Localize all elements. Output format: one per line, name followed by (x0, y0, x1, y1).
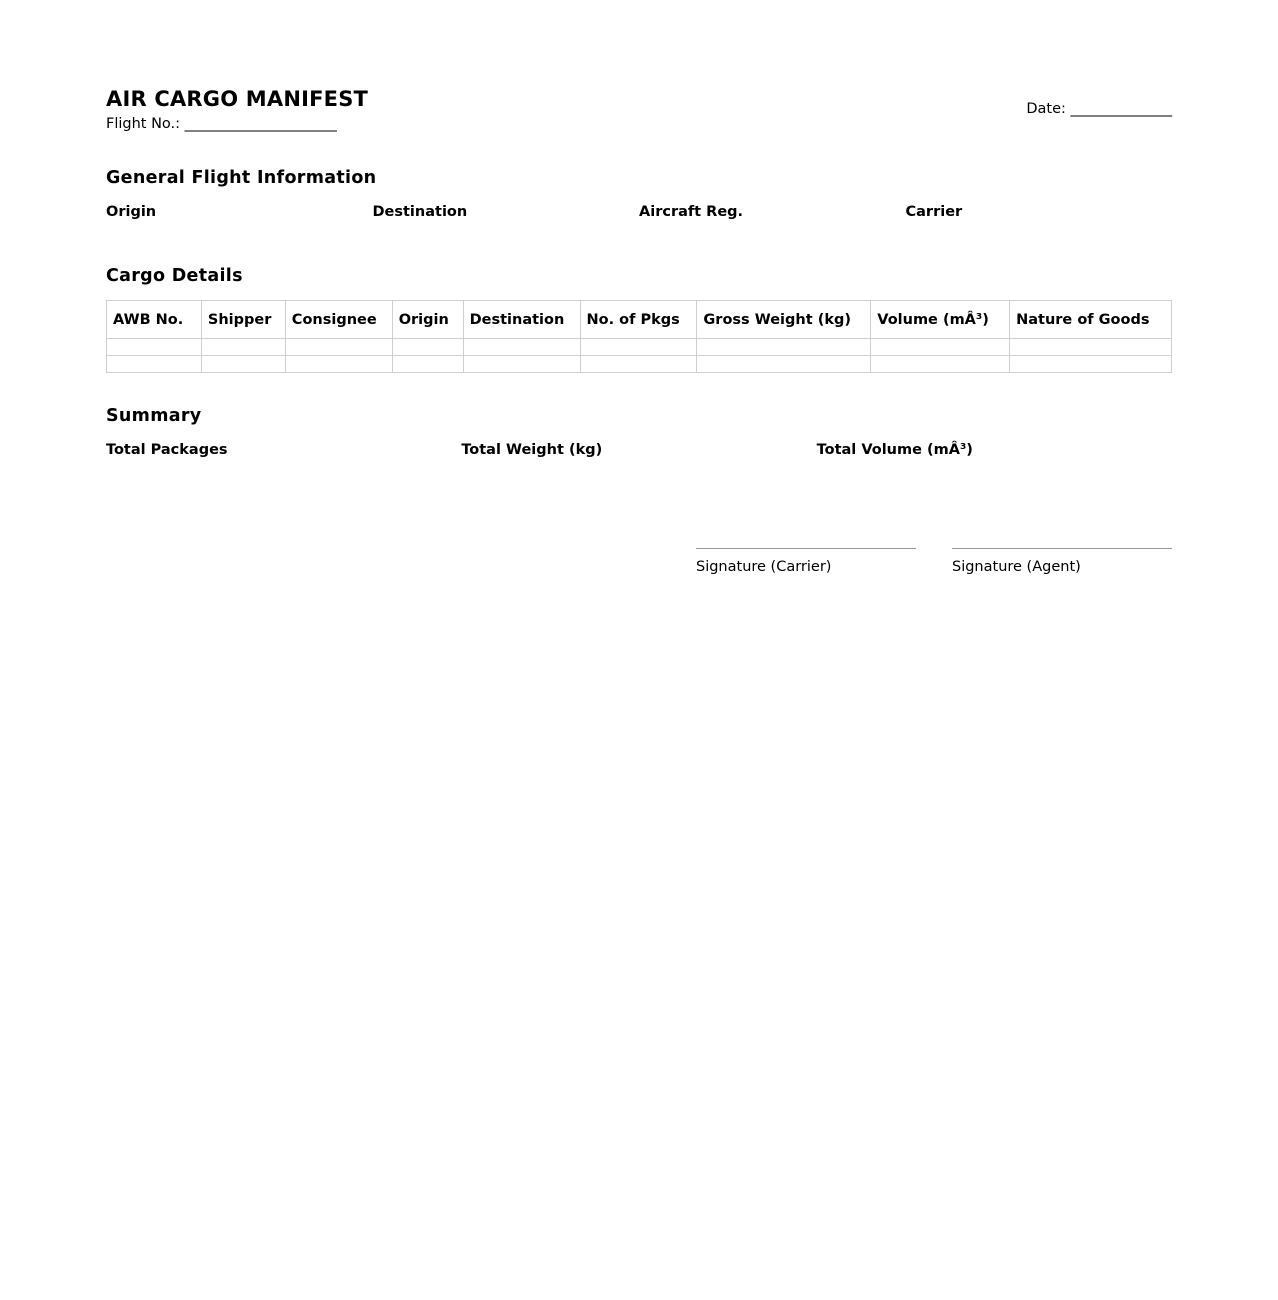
table-cell (285, 356, 392, 373)
table-cell (1010, 356, 1172, 373)
summary-heading: Summary (106, 406, 202, 426)
column-header-consignee: Consignee (285, 301, 392, 339)
signature-line (696, 548, 916, 549)
table-cell (463, 339, 580, 356)
column-header-shipper: Shipper (201, 301, 285, 339)
summary-fields (106, 442, 1172, 458)
column-header-awb: AWB No. (107, 301, 202, 339)
destination-label: Destination (372, 204, 468, 220)
column-header-origin: Origin (392, 301, 463, 339)
column-header-gross-weight: Gross Weight (kg) (697, 301, 871, 339)
table-cell (871, 339, 1010, 356)
table-cell (1010, 339, 1172, 356)
table-cell (463, 356, 580, 373)
total-packages-label: Total Packages (106, 442, 228, 458)
general-info-fields (106, 204, 1172, 220)
table-cell (580, 356, 697, 373)
cargo-table (106, 300, 1172, 373)
table-cell (871, 356, 1010, 373)
table-cell (285, 339, 392, 356)
table-row (107, 356, 1172, 373)
carrier-label: Carrier (905, 204, 963, 220)
table-cell (697, 356, 871, 373)
flight-number-field: Flight No.: _____________________ (106, 116, 337, 132)
signature-agent-label: Signature (Agent) (952, 559, 1081, 575)
table-cell (201, 356, 285, 373)
aircraft-reg-label: Aircraft Reg. (639, 204, 744, 220)
table-cell (580, 339, 697, 356)
table-cell (107, 356, 202, 373)
signature-line (952, 548, 1172, 549)
document-title: AIR CARGO MANIFEST (106, 87, 369, 111)
total-volume-label: Total Volume (mÂ³) (816, 442, 973, 458)
table-cell (107, 339, 202, 356)
cargo-details-heading: Cargo Details (106, 266, 243, 286)
table-cell (201, 339, 285, 356)
signature-agent-block (952, 548, 1172, 575)
total-weight-label: Total Weight (kg) (461, 442, 603, 458)
table-cell (392, 356, 463, 373)
column-header-volume: Volume (mÂ³) (871, 301, 1010, 339)
table-cell (697, 339, 871, 356)
signature-carrier-block (696, 548, 916, 575)
table-cell (392, 339, 463, 356)
date-field: Date: ______________ (1026, 101, 1172, 117)
signature-carrier-label: Signature (Carrier) (696, 559, 832, 575)
column-header-pkgs: No. of Pkgs (580, 301, 697, 339)
origin-label: Origin (106, 204, 157, 220)
table-row (107, 339, 1172, 356)
table-header-row (107, 301, 1172, 339)
general-info-heading: General Flight Information (106, 168, 377, 188)
column-header-nature-of-goods: Nature of Goods (1010, 301, 1172, 339)
column-header-destination: Destination (463, 301, 580, 339)
